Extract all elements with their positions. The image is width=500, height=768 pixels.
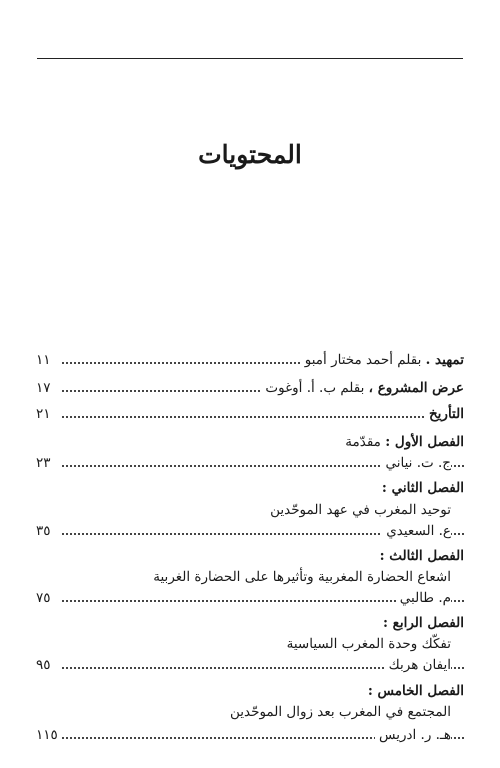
chapter-heading: الفصل الخامس : <box>367 683 464 699</box>
entry-author: بقلم أحمد مختار أمبو <box>304 352 422 368</box>
chapter-heading: الفصل الرابع : <box>382 615 464 631</box>
page-number: ١١٥ <box>36 727 58 743</box>
page-number: ١٧ <box>36 380 51 396</box>
entry-title: التأريخ <box>428 406 464 422</box>
chapter-3-author-line[interactable] <box>36 587 464 609</box>
toc-entry-chronology[interactable] <box>36 403 464 425</box>
chapter-heading: الفصل الثالث : <box>379 548 464 564</box>
entry-title: عرض المشروع ، <box>368 380 464 396</box>
entry-author: بقلم ب. أ. أوغوت <box>265 380 365 396</box>
chapter-2-heading <box>36 477 464 499</box>
chapter-3-subtitle <box>36 566 464 588</box>
entry-text <box>425 403 464 425</box>
page-number: ٢١ <box>36 406 51 422</box>
chapter-1-heading <box>36 431 464 453</box>
chapter-author: ج. ت. نياني <box>381 452 451 474</box>
page-number: ٣٥ <box>36 523 51 539</box>
toc-entry-project[interactable] <box>36 377 464 399</box>
chapter-5-subtitle <box>36 701 464 723</box>
chapter-heading: الفصل الثاني : <box>381 480 464 496</box>
toc-entry-preface[interactable] <box>36 349 464 371</box>
page-number: ١١ <box>36 352 51 368</box>
chapter-5-author-line[interactable] <box>36 724 464 746</box>
entry-title: تمهيد . <box>425 352 464 368</box>
top-rule <box>37 58 463 59</box>
chapter-author: م. طالبي <box>396 587 451 609</box>
page-title: المحتويات <box>198 140 302 169</box>
page-number: ٧٥ <box>36 590 51 606</box>
chapter-subtitle: توحيد المغرب في عهد الموحّدين <box>266 499 451 521</box>
chapter-4-heading <box>36 612 464 634</box>
chapter-subtitle: تفكّك وحدة المغرب السياسية <box>283 633 451 655</box>
page-number: ٢٣ <box>36 455 51 471</box>
entry-text <box>301 349 464 371</box>
chapter-2-author-line[interactable] <box>36 520 464 542</box>
chapter-subtitle: اشعاع الحضارة المغربية وتأثيرها على الحضارة الغربية <box>149 566 451 588</box>
chapter-subtitle: المجتمع في المغرب بعد زوال الموحّدين <box>226 701 451 723</box>
chapter-author: ايفان هربك <box>385 654 451 676</box>
page-number: ٩٥ <box>36 657 51 673</box>
chapter-5-heading <box>36 680 464 702</box>
chapter-4-subtitle <box>36 633 464 655</box>
entry-text <box>261 377 464 399</box>
chapter-author: ع. السعيدي <box>382 520 451 542</box>
chapter-subtitle: مقدّمة <box>345 434 381 450</box>
chapter-heading: الفصل الأول : <box>385 434 464 450</box>
chapter-4-author-line[interactable] <box>36 654 464 676</box>
chapter-author: هـ. ر. ادريس <box>375 724 451 746</box>
chapter-3-heading <box>36 545 464 567</box>
chapter-1-author-line[interactable] <box>36 452 464 474</box>
chapter-2-subtitle <box>36 499 464 521</box>
dot-leader <box>62 416 464 418</box>
